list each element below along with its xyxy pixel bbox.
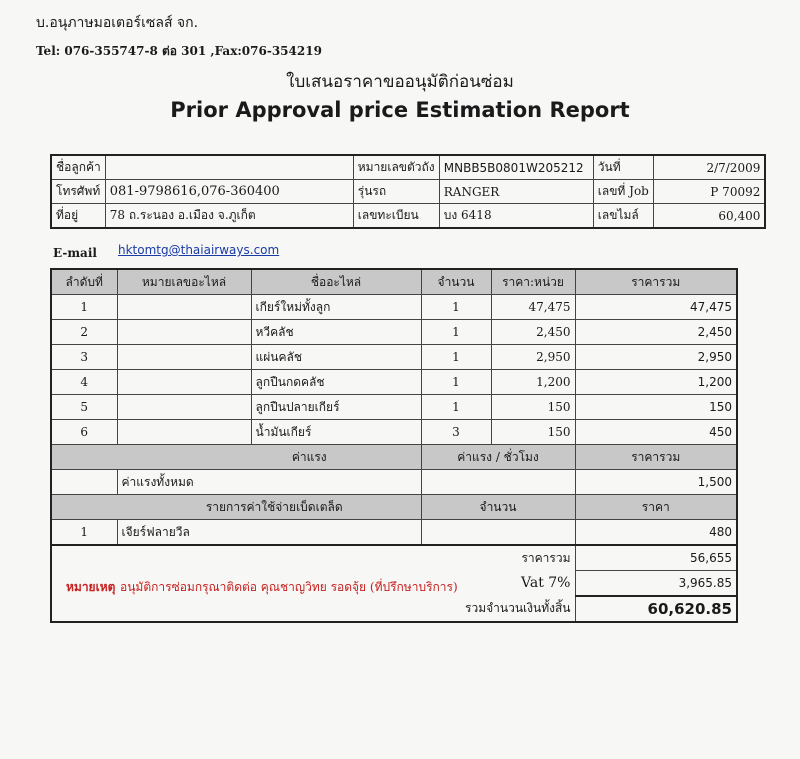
table-row (51, 395, 737, 420)
col-header-part-no: หมายเลขอะไหล่ (117, 269, 251, 295)
table-row (51, 320, 737, 345)
col-header-unit-price: ราคา:หน่วย (491, 269, 575, 295)
job-value: P 70092 (653, 180, 765, 204)
row-part-no (117, 370, 251, 395)
customer-label: ชื่อลูกค้า (51, 155, 105, 180)
row-qty: 1 (421, 345, 491, 370)
row-part-no (117, 295, 251, 320)
row-total: 2,450 (575, 320, 737, 345)
row-qty: 1 (421, 295, 491, 320)
chassis-value: MNBB5B0801W205212 (439, 155, 593, 180)
row-part-no (117, 420, 251, 445)
labor-header-total: ราคารวม (575, 445, 737, 470)
labor-row-rate (421, 470, 575, 495)
grand-total-label: รวมจำนวนเงินทั้งสิ้น (51, 596, 575, 622)
labor-row-total: 1,500 (575, 470, 737, 495)
labor-header-rate: ค่าแรง / ชั่วโมง (421, 445, 575, 470)
misc-row-no: 1 (51, 520, 117, 546)
subtotal-label: ราคารวม (51, 545, 575, 571)
date-value: 2/7/2009 (653, 155, 765, 180)
misc-header-row (51, 495, 737, 520)
grand-total-row (51, 596, 737, 622)
misc-row-price: 480 (575, 520, 737, 546)
table-row (51, 345, 737, 370)
vat-value: 3,965.85 (575, 571, 737, 597)
row-no: 4 (51, 370, 117, 395)
phone-label: โทรศัพท์ (51, 180, 105, 204)
row-part-no (117, 320, 251, 345)
table-row (51, 370, 737, 395)
labor-header-row (51, 445, 737, 470)
address-label: ที่อยู่ (51, 204, 105, 229)
row-part-name: ลูกปืนกดคลัช (251, 370, 421, 395)
address-value: 78 ถ.ระนอง อ.เมือง จ.ภูเก็ต (105, 204, 353, 229)
row-unit-price: 2,450 (491, 320, 575, 345)
row-part-no (117, 345, 251, 370)
row-no: 1 (51, 295, 117, 320)
page-title-english: Prior Approval price Estimation Report (170, 98, 630, 122)
table-row (51, 420, 737, 445)
phone-value: 081-9798616,076-360400 (105, 180, 353, 204)
row-qty: 3 (421, 420, 491, 445)
grand-total-value: 60,620.85 (575, 596, 737, 622)
row-no: 3 (51, 345, 117, 370)
row-total: 47,475 (575, 295, 737, 320)
misc-header-label: รายการค่าใช้จ่ายเบ็ดเตล็ด (51, 495, 421, 520)
row-no: 5 (51, 395, 117, 420)
model-value: RANGER (439, 180, 593, 204)
row-unit-price: 2,950 (491, 345, 575, 370)
plate-value: บง 6418 (439, 204, 593, 229)
customer-value (105, 155, 353, 180)
mileage-label: เลขไมล์ (593, 204, 653, 229)
row-total: 150 (575, 395, 737, 420)
table-row (51, 295, 737, 320)
subtotal-row (51, 545, 737, 571)
misc-row-qty (421, 520, 575, 546)
remark-label: หมายเหตุ (66, 580, 116, 594)
remark-text: อนุมัติการซ่อมกรุณาติดต่อ คุณชาญวิทย รอดจุ้ย (ที่ปรึกษาบริการ) (120, 580, 458, 594)
date-label: วันที่ (593, 155, 653, 180)
plate-label: เลขทะเบียน (353, 204, 439, 229)
col-header-qty: จำนวน (421, 269, 491, 295)
row-total: 1,200 (575, 370, 737, 395)
col-header-total: ราคารวม (575, 269, 737, 295)
row-unit-price: 47,475 (491, 295, 575, 320)
row-no: 2 (51, 320, 117, 345)
row-unit-price: 1,200 (491, 370, 575, 395)
labor-header-label: ค่าแรง (51, 445, 421, 470)
company-name: บ.อนุภาษมอเตอร์เซลส์ จก. (36, 15, 199, 31)
row-total: 450 (575, 420, 737, 445)
subtotal-value: 56,655 (575, 545, 737, 571)
company-contact: Tel: 076-355747-8 ต่อ 301 ,Fax:076-354219 (36, 44, 322, 58)
job-label: เลขที่ Job (593, 180, 653, 204)
row-unit-price: 150 (491, 395, 575, 420)
model-label: รุ่นรถ (353, 180, 439, 204)
chassis-label: หมายเลขตัวถัง (353, 155, 439, 180)
parts-header-row (51, 269, 737, 295)
col-header-part-name: ชื่ออะไหล่ (251, 269, 421, 295)
labor-row-blank (51, 470, 117, 495)
page-title-thai: ใบเสนอราคาขออนุมัติก่อนซ่อม (286, 72, 514, 92)
row-part-name: หวีคลัช (251, 320, 421, 345)
email-link[interactable]: hktomtg@thaiairways.com (118, 243, 280, 257)
row-qty: 1 (421, 370, 491, 395)
row-qty: 1 (421, 320, 491, 345)
misc-header-price: ราคา (575, 495, 737, 520)
estimate-table (50, 268, 738, 623)
row-part-name: ลูกปืนปลายเกียร์ (251, 395, 421, 420)
labor-row-label: ค่าแรงทั้งหมด (117, 470, 421, 495)
misc-row (51, 520, 737, 546)
row-part-name: เกียร์ใหม่ทั้งลูก (251, 295, 421, 320)
mileage-value: 60,400 (653, 204, 765, 229)
row-no: 6 (51, 420, 117, 445)
misc-row-label: เจียร์ฟลายวีล (117, 520, 421, 546)
misc-header-qty: จำนวน (421, 495, 575, 520)
email-label: E-mail (53, 246, 97, 260)
row-unit-price: 150 (491, 420, 575, 445)
labor-row (51, 470, 737, 495)
row-qty: 1 (421, 395, 491, 420)
col-header-no: ลำดับที่ (51, 269, 117, 295)
row-part-name: น้ำมันเกียร์ (251, 420, 421, 445)
row-part-name: แผ่นคลัช (251, 345, 421, 370)
customer-info-table (50, 154, 766, 229)
vat-label: Vat 7% (51, 571, 575, 597)
row-part-no (117, 395, 251, 420)
row-total: 2,950 (575, 345, 737, 370)
